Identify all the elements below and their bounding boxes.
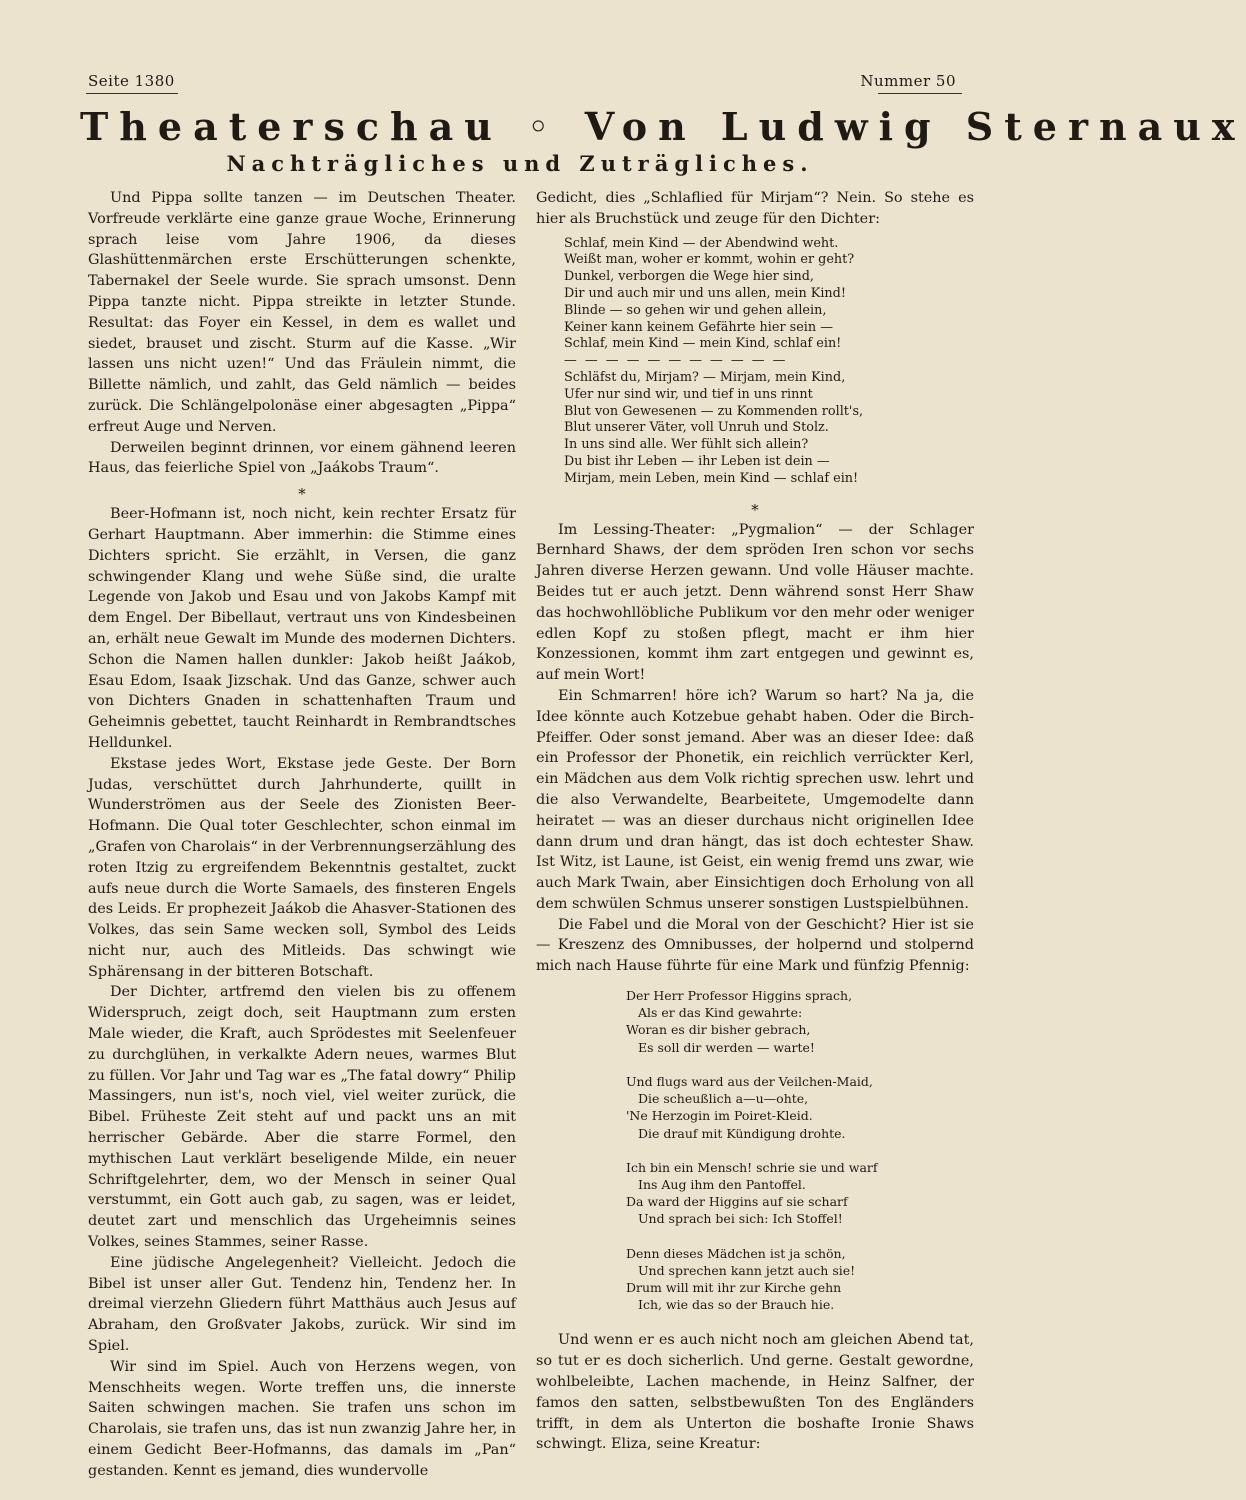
verse-line: Schläfst du, Mirjam? — Mirjam, mein Kind, [564, 369, 846, 385]
poem-line: Es soll dir werden — warte! [638, 1039, 815, 1055]
paragraph: Eine jüdische Angelegenheit? Vielleicht. Jedoch die Bibel ist unser aller Gut. Tendenz hin, Tendenz her. In dreimal vierzehn Gliedern führt Matthäus auch Jesus auf Abraham, den Großvater Jakobs, zurück. Wir sind im Spiel. [88, 1254, 516, 1355]
verse-line: Ufer nur sind wir, und tief in uns rinnt [564, 386, 813, 402]
verse-line: Schlaf, mein Kind — der Abendwind weht. [564, 235, 839, 251]
right-column [536, 188, 974, 1455]
verse-line: Blut von Gewesenen — zu Kommenden rollt's, [564, 403, 864, 419]
section-divider-star: ∗ [749, 497, 761, 516]
poem-line: Der Herr Professor Higgins sprach, [626, 988, 853, 1004]
higgins-poem [626, 987, 974, 1313]
poem-stanza [626, 1245, 974, 1314]
poem-line: Drum will mit ihr zur Kirche gehn [626, 1279, 842, 1295]
verse-line: Dir und auch mir und uns allen, mein Kind! [564, 285, 847, 301]
verse-line: Du bist ihr Leben — ihr Leben ist dein — [564, 453, 830, 469]
paragraph: Ein Schmarren! höre ich? Warum so hart? Na ja, die Idee könnte auch Kotzebue gehabt haben. Oder die Birch-Pfeiffer. Oder sonst jemand. Aber was an dieser Idee: daß ein Professor der Phonetik, ein reichlich verrückter Kerl, ein Mädchen aus dem Volk richtig sprechen usw. lehrt und die also Verwandelte, Bearbeitete, Umgemodelte dann heiratet — was an dieser durchaus nicht originellen Idee dann drum und dran hängt, das ist doch echtester Shaw. Ist Witz, ist Laune, ist Geist, ein wenig fremd uns zwar, wie auch Mark Twain, aber Einsichtigen doch Erholung von all dem schwülen Schmus unserer sonstigen Lustspielbühnen. [536, 687, 974, 912]
left-column [88, 188, 516, 1482]
paragraph: Und wenn er es auch nicht noch am gleichen Abend tat, so tut er es doch sicherlich. Und gerne. Gestalt gewordne, wohlbeleibte, Lachen machende, in Heinz Salfner, der famos den satten, selbstbewußten Ton des Engländers trifft, in dem als Unterton die boshafte Ironie Shaws schwingt. Eliza, seine Kreatur: [536, 1332, 974, 1453]
poem-line: Die drauf mit Kündigung drohte. [638, 1125, 846, 1141]
poem-line: Ich bin ein Mensch! schrie sie und warf [626, 1159, 878, 1175]
paragraph: Wir sind im Spiel. Auch von Herzens wegen, von Menschheits wegen. Worte treffen uns, die innerste Saiten schwingen machen. Sie trafen uns schon im Charolais, sie trafen uns, das ist nun zwanzig Jahre her, in einem Gedicht Beer-Hofmanns, das damals im „Pan“ gestanden. Kennt es jemand, dies wundervolle [88, 1358, 516, 1479]
poem-stanza [626, 1159, 974, 1228]
verse-dash-separator: — — — — — — — — — — — [564, 353, 788, 369]
section-divider-star: ∗ [296, 482, 308, 501]
paragraph: Und Pippa sollte tanzen — im Deutschen Theater. Vorfreude verklärte eine ganze graue Woche, Erinnerung sprach leise vom Jahre 1906, da dieses Glashüttenmärchen erste Erschütterungen schenkte, Tabernakel der Seele wurde. Sie sprach umsonst. Denn Pippa tanzte nicht. Pippa streikte in letzter Stunde. Resultat: das Foyer ein Kessel, in dem es wallet und siedet, brauset und zischt. Sturm auf die Kasse. „Wir lassen uns nicht uzen!“ Und das Fräulein nimmt, die Billette nämlich, und zahlt, das Geld nämlich — beides zurück. Die Schlängelpolonäse einer abgesagten „Pippa“ erfreut Auge und Nerven. [88, 190, 516, 435]
poem-stanza [626, 987, 974, 1056]
verse-line: Blut unserer Väter, voll Unruh und Stolz. [564, 420, 829, 436]
poem-line: Und flugs ward aus der Veilchen-Maid, [626, 1073, 873, 1089]
issue-number: Nummer 50 [860, 72, 956, 90]
paragraph: Derweilen beginnt drinnen, vor einem gähnend leeren Haus, das feierliche Spiel von „Jaákobs Traum“. [88, 439, 516, 477]
paragraph: Der Dichter, artfremd den vielen bis zu offenem Widerspruch, zeigt doch, seit Hauptmann zum ersten Male wieder, die Kraft, auch Sprödestes mit Seelenfeuer zu durchglühen, in verkalkte Adern neues, warmes Blut zu füllen. Vor Jahr und Tag war es „The fatal dowry“ Philip Massingers, nun ist's, noch viel, viel weiter zurück, die Bibel. Früheste Zeit steht auf und packt uns an mit herrischer Gebärde. Aber die starre Formel, den mythischen Laut verklärt beseligende Milde, ein neuer Schriftgelehrter, dem, wo der Mensch in seiner Qual verstummt, ein Gott auch gab, zu sagen, was er leidet, deutet zart und menschlich das Urgeheimnis seines Volkes, seines Stammes, seiner Rasse. [88, 984, 516, 1251]
poem-line: Und sprach bei sich: Ich Stoffel! [638, 1211, 843, 1227]
header-rule-right [878, 93, 962, 94]
paragraph: Im Lessing-Theater: „Pygmalion“ — der Schlager Bernhard Shaws, der dem spröden Iren schon vor sechs Jahren diverse Herzen gewann. Und volle Häuser machte. Beides tut er auch jetzt. Denn während sonst Herr Shaw das hochwohllöbliche Publikum vor den mehr oder weniger edlen Kopf zu stoßen pflegt, macht er ihm hier Konzessionen, kommt ihm zart entgegen und gewinnt es, auf mein Wort! [536, 521, 974, 684]
poem-line: 'Ne Herzogin im Poiret-Kleid. [626, 1108, 813, 1124]
lullaby-verse [564, 236, 974, 488]
poem-line: Als er das Kind gewahrte: [638, 1005, 803, 1021]
paragraph: Gedicht, dies „Schlaflied für Mirjam“? Nein. So stehe es hier als Bruchstück und zeuge für den Dichter: [536, 190, 974, 227]
verse-line: Dunkel, verborgen die Wege hier sind, [564, 269, 815, 285]
verse-line: Keiner kann keinem Gefährte hier sein — [564, 319, 833, 335]
article-title: Theaterschau ◦ Von Ludwig Sternaux [80, 104, 1246, 149]
verse-line: Blinde — so gehen wir und gehen allein, [564, 302, 827, 318]
verse-line: In uns sind alle. Wer fühlt sich allein? [564, 437, 809, 453]
poem-line: Woran es dir bisher gebrach, [626, 1022, 811, 1038]
poem-stanza [626, 1073, 974, 1142]
poem-line: Ins Aug ihm den Pantoffel. [638, 1176, 806, 1192]
header-rule-left [86, 93, 178, 94]
poem-line: Denn dieses Mädchen ist ja schön, [626, 1245, 846, 1261]
paragraph: Beer-Hofmann ist, noch nicht, kein rechter Ersatz für Gerhart Hauptmann. Aber immerhin: die Stimme eines Dichters spricht. Sie erzählt, in Versen, die ganz schwingender Klang und wehe Süße sind, die uralte Legende von Jakob und Esau und von Jakobs Kampf mit dem Engel. Der Bibellaut, vertraut uns von Kindesbeinen an, erhält neue Gewalt im Munde des modernen Dichters. Schon die Namen hallen dunkler: Jakob heißt Jaákob, Esau Edom, Isaak Jizschak. Und das Ganze, schwer auch von Dichters Gnaden in schattenhaften Traum und Geheimnis gebettet, taucht Reinhardt in Rembrandtsches Helldunkel. [88, 506, 516, 751]
poem-line: Ich, wie das so der Brauch hie. [638, 1297, 835, 1313]
poem-line: Da ward der Higgins auf sie scharf [626, 1194, 848, 1210]
verse-line: Schlaf, mein Kind — mein Kind, schlaf ein! [564, 336, 842, 352]
poem-line: Und sprechen kann jetzt auch sie! [638, 1262, 856, 1278]
poem-line: Die scheußlich a—u—ohte, [638, 1091, 809, 1107]
paragraph: Ekstase jedes Wort, Ekstase jede Geste. Der Born Judas, verschüttet durch Jahrhunderte, quillt in Wunderströmen aus der Seele des Zionisten Beer-Hofmann. Die Qual toter Geschlechter, schon einmal im „Grafen von Charolais“ in der Verbrennungserzählung des roten Itzig zu ergreifendem Bekenntnis gestaltet, zuckt aufs neue durch die Worte Samaels, des finsteren Engels des Leids. Er prophezeit Jaákob die Ahasver-Stationen des Volkes, das sein Same wecken soll, Symbol des Leids nicht nur, auch des Mitleids. Das schwingt wie Sphärensang in der bitteren Botschaft. [88, 755, 516, 980]
page-number: Seite 1380 [88, 72, 175, 90]
verse-line: Mirjam, mein Leben, mein Kind — schlaf ein! [564, 470, 859, 486]
verse-line: Weißt man, woher er kommt, wohin er geht? [564, 252, 855, 268]
paragraph: Die Fabel und die Moral von der Geschicht? Hier ist sie — Kreszenz des Omnibusses, der holpernd und stolpernd mich nach Hause führte für eine Mark und fünfzig Pfennig: [536, 916, 974, 975]
article-subtitle: Nachträgliches und Zuträgliches. [226, 151, 814, 176]
